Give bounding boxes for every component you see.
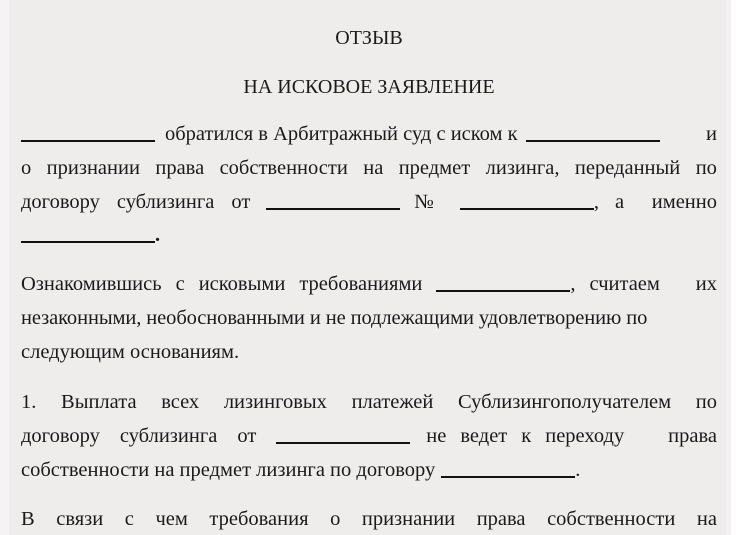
word: чем [155, 508, 188, 530]
word: их [695, 273, 717, 295]
paragraph-1-line-3 [21, 189, 717, 215]
paragraph-3-line-3 [21, 457, 717, 483]
text: следующим основаниям. [21, 341, 240, 363]
word: права [155, 157, 205, 179]
paragraph-2-line-1 [21, 271, 717, 297]
paragraph-3-line-2 [21, 423, 717, 449]
paragraph-2-line-2 [21, 305, 717, 331]
blank-field-subject[interactable] [21, 239, 155, 243]
blank-field-plaintiff[interactable] [21, 138, 155, 142]
word: сублизинга [119, 425, 218, 447]
word: предмет [398, 157, 471, 179]
comma: , [570, 273, 576, 295]
word: исковыми [198, 273, 286, 295]
word: договору [21, 191, 100, 213]
word: на [363, 157, 384, 179]
word: 1. [21, 391, 37, 413]
word: о [21, 157, 32, 179]
word: именно [651, 191, 717, 213]
word: признании [361, 508, 456, 530]
paragraph-2-line-3 [21, 339, 717, 365]
blank-field-defendant[interactable] [526, 138, 660, 142]
page-right-edge [726, 0, 731, 535]
document-subtitle: НА ИСКОВОЕ ЗАЯВЛЕНИЕ [243, 76, 495, 98]
word: переданный [574, 157, 681, 179]
word: лизинга, [485, 157, 560, 179]
word: В [21, 508, 35, 530]
word: с [124, 508, 134, 530]
text: незаконными, необоснованными и не подлежащими удовлетворению по [21, 307, 648, 329]
blank-field-contract-date[interactable] [266, 206, 400, 210]
word: а [614, 191, 625, 213]
period: . [155, 224, 161, 246]
word: требования [209, 508, 309, 530]
word: платежей [351, 391, 434, 413]
word: сублизинга [116, 191, 215, 213]
paragraph-3-line-1 [21, 389, 717, 415]
word: признании [46, 157, 140, 179]
word: собственности [547, 508, 676, 530]
word: Выплата [61, 391, 137, 413]
word: Сублизингополучателем [458, 391, 672, 413]
word: считаем [589, 273, 660, 295]
number-sign: № [414, 191, 434, 213]
word: от [237, 425, 257, 447]
comma: , [593, 191, 599, 213]
word: по [695, 391, 717, 413]
blank-field-contract-number[interactable] [460, 206, 594, 210]
word: не [426, 425, 447, 447]
paragraph-4-line-1 [21, 506, 717, 532]
word: связи [56, 508, 104, 530]
document-title: ОТЗЫВ [335, 27, 403, 49]
text: собственности на предмет лизинга по договору [21, 459, 436, 481]
paragraph-1-line-2 [21, 155, 717, 181]
word: по [695, 157, 717, 179]
word: требованиями [299, 273, 423, 295]
word: Ознакомившись [21, 273, 162, 295]
word: лизинговых [223, 391, 327, 413]
text: и [706, 123, 717, 145]
paragraph-1-line-1 [21, 121, 717, 147]
word: договору [21, 425, 100, 447]
word: ведет [460, 425, 508, 447]
page-left-edge [0, 0, 9, 535]
word: на [696, 508, 717, 530]
word: собственности [219, 157, 348, 179]
word: всех [161, 391, 200, 413]
word: о [330, 508, 341, 530]
word: к [521, 425, 532, 447]
word: переходу [545, 425, 625, 447]
word: с [175, 273, 185, 295]
period: . [575, 459, 581, 481]
paragraph-1-line-4 [21, 222, 717, 248]
word: от [231, 191, 251, 213]
blank-field-sublease-date[interactable] [276, 440, 410, 444]
word: права [668, 425, 717, 447]
text: обратился в Арбитражный суд с иском к [165, 123, 518, 145]
blank-field-lease-contract[interactable] [441, 474, 575, 478]
blank-field-claim-party[interactable] [436, 288, 570, 292]
word: права [476, 508, 526, 530]
